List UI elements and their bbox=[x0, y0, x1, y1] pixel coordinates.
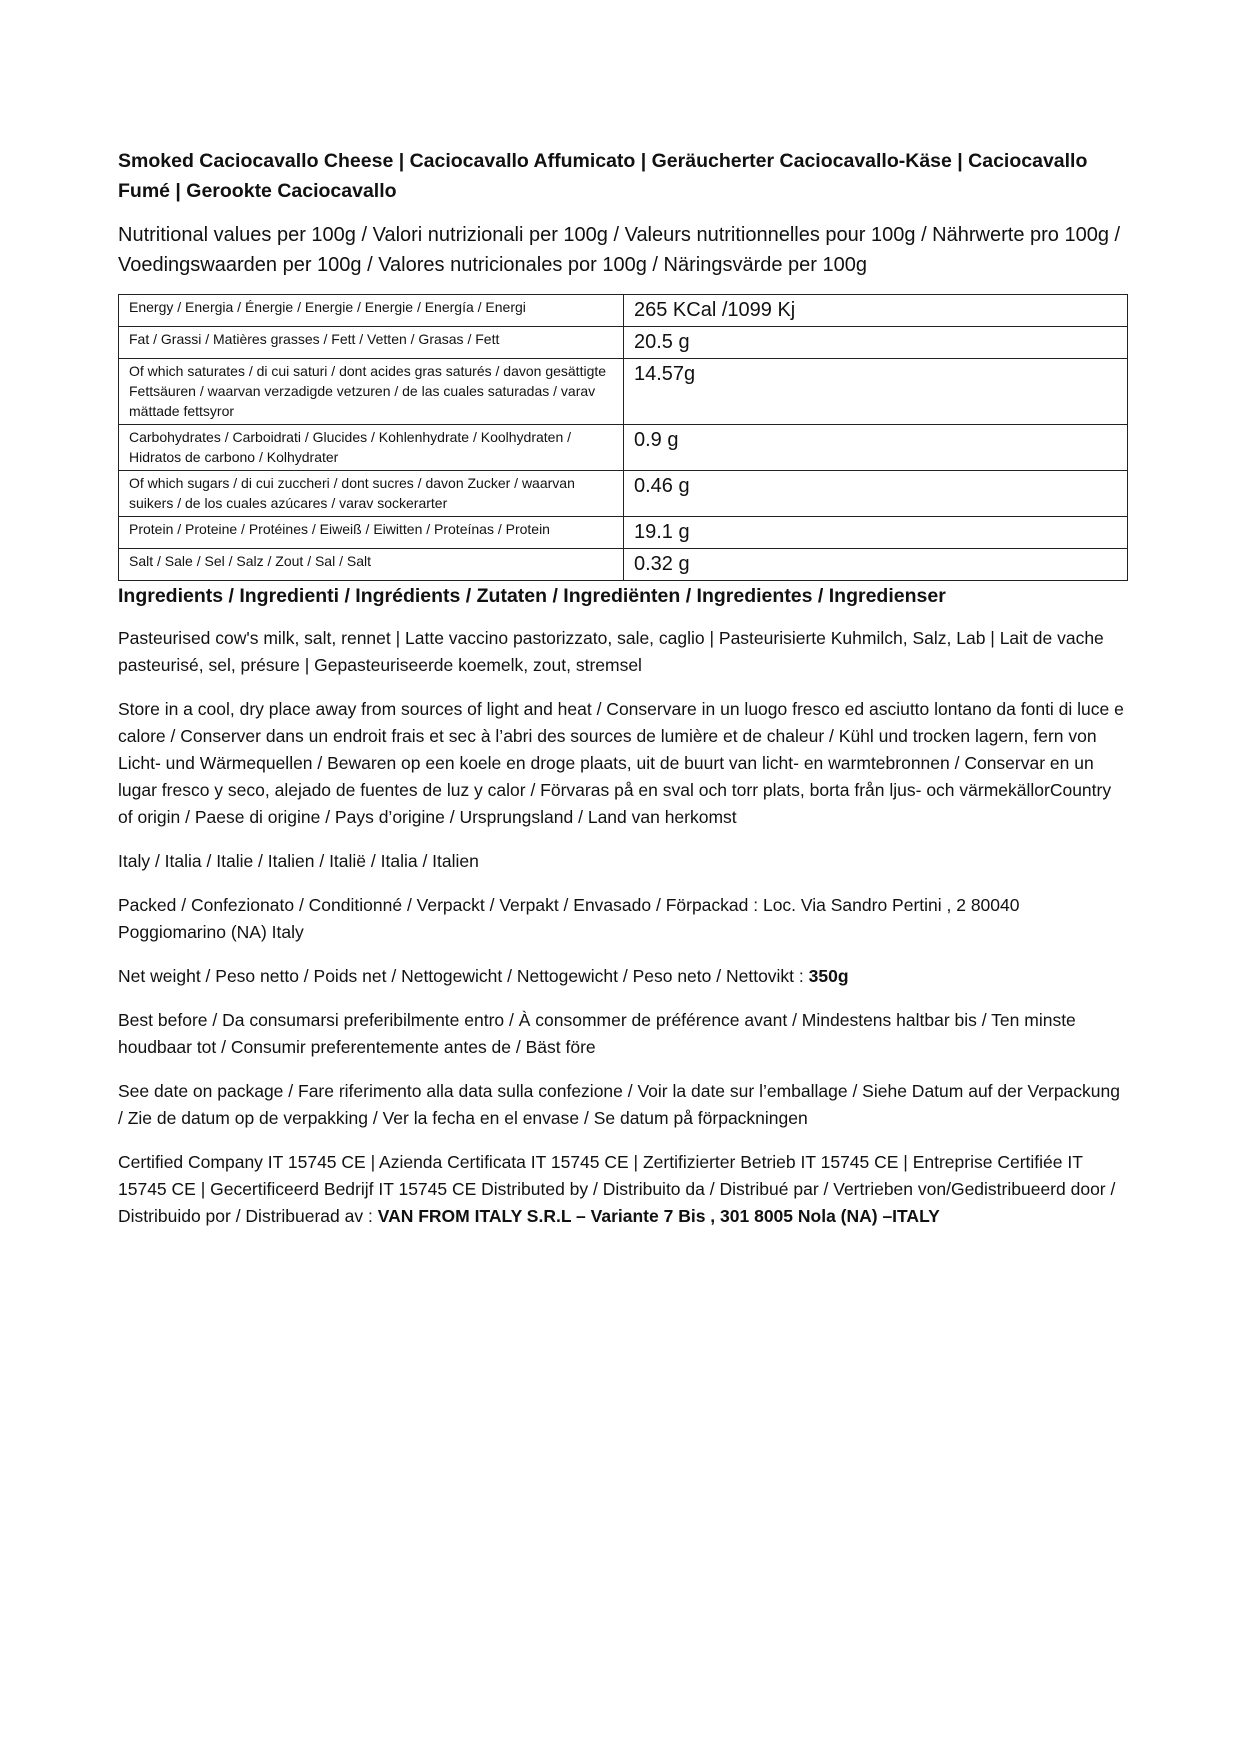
nutrient-value: 265 KCal /1099 Kj bbox=[624, 295, 1128, 327]
nutrient-label: Of which sugars / di cui zuccheri / dont sucres / davon Zucker / waarvan suikers / de los cuales azúcares / varav sockerarter bbox=[119, 471, 624, 517]
table-row bbox=[119, 471, 1128, 517]
table-row bbox=[119, 295, 1128, 327]
table-row bbox=[119, 549, 1128, 581]
net-weight-label: Net weight / Peso netto / Poids net / Nettogewicht / Nettogewicht / Peso neto / Nettovikt : bbox=[118, 966, 809, 986]
ingredients-heading: Ingredients / Ingredienti / Ingrédients / Zutaten / Ingrediënten / Ingredientes / Ingredienser bbox=[118, 585, 946, 607]
nutrient-label: Of which saturates / di cui saturi / dont acides gras saturés / davon gesättigte Fettsäuren / waarvan verzadigde vetzuren / de las cuales saturadas / varav mättade fettsyror bbox=[119, 359, 624, 425]
ingredients-text: Pasteurised cow's milk, salt, rennet | Latte vaccino pastorizzato, sale, caglio | Pasteurisierte Kuhmilch, Salz, Lab | Lait de vache pasteurisé, sel, présure | Gepasteuriseerde koemelk, zout, stremsel bbox=[118, 628, 1104, 675]
nutrient-value: 14.57g bbox=[624, 359, 1128, 425]
label-document bbox=[118, 146, 1128, 1247]
origin-text: Italy / Italia / Italie / Italien / Italië / Italia / Italien bbox=[118, 851, 479, 871]
nutrition-heading: Nutritional values per 100g / Valori nutrizionali per 100g / Valeurs nutritionnelles pour 100g / Nährwerte pro 100g / Voedingswaarden per 100g / Valores nutricionales por 100g / Näringsvärde per 100g bbox=[118, 224, 1121, 276]
nutrient-value: 0.46 g bbox=[624, 471, 1128, 517]
table-row bbox=[119, 359, 1128, 425]
nutrient-value: 0.9 g bbox=[624, 425, 1128, 471]
storage-text: Store in a cool, dry place away from sources of light and heat / Conservare in un luogo fresco ed asciutto lontano da fonti di luce e calore / Conserver dans un endroit frais et sec à l’abri des sources de lumière et de chaleur / Kühl und trocken lagern, fern von Licht- und Wärmequellen / Bewaren op een koele en droge plaats, uit de buurt van licht- en warmtebronnen / Conservar en un lugar fresco y seco, alejado de fuentes de luz y calor / Förvaras på en sval och torr plats, borta från ljus- och värmekällorCountry of origin / Paese di origine / Pays d’origine / Ursprungsland / Land van herkomst bbox=[118, 699, 1124, 827]
nutrient-value: 20.5 g bbox=[624, 327, 1128, 359]
see-date-text: See date on package / Fare riferimento alla data sulla confezione / Voir la date sur l’emballage / Siehe Datum auf der Verpackung / Zie de datum op de verpakking / Ver la fecha en el envase / Se datum på förpackningen bbox=[118, 1081, 1120, 1128]
nutrient-label: Salt / Sale / Sel / Salz / Zout / Sal / Salt bbox=[119, 549, 624, 581]
product-title: Smoked Caciocavallo Cheese | Caciocavallo Affumicato | Geräucherter Caciocavallo-Käse | Caciocavallo Fumé | Gerookte Caciocavallo bbox=[118, 150, 1088, 202]
table-row bbox=[119, 425, 1128, 471]
nutrient-label: Protein / Proteine / Protéines / Eiweiß / Eiwitten / Proteínas / Protein bbox=[119, 517, 624, 549]
nutrient-value: 0.32 g bbox=[624, 549, 1128, 581]
distributor-address: VAN FROM ITALY S.R.L – Variante 7 Bis , 301 8005 Nola (NA) –ITALY bbox=[377, 1206, 940, 1226]
table-row bbox=[119, 327, 1128, 359]
nutrient-label: Energy / Energia / Énergie / Energie / Energie / Energía / Energi bbox=[119, 295, 624, 327]
nutrient-label: Carbohydrates / Carboidrati / Glucides / Kohlenhydrate / Koolhydraten / Hidratos de carbono / Kolhydrater bbox=[119, 425, 624, 471]
best-before-text: Best before / Da consumarsi preferibilmente entro / À consommer de préférence avant / Mindestens haltbar bis / Ten minste houdbaar tot / Consumir preferentemente antes de / Bäst före bbox=[118, 1010, 1076, 1057]
packed-text: Packed / Confezionato / Conditionné / Verpackt / Verpakt / Envasado / Förpackad : Loc. Via Sandro Pertini , 2 80040 Poggiomarino (NA) Italy bbox=[118, 895, 1020, 942]
certified-line bbox=[118, 1149, 1128, 1230]
table-row bbox=[119, 517, 1128, 549]
net-weight-line bbox=[118, 963, 1128, 990]
nutrient-value: 19.1 g bbox=[624, 517, 1128, 549]
certified-text: Certified Company IT 15745 CE | Azienda Certificata IT 15745 CE | Zertifizierter Betrieb IT 15745 CE | Entreprise Certifiée IT 15745 CE | Gecertificeerd Bedrijf IT 15745 CE Distributed by / Distribuito da / Distribué par / Vertrieben von/Gedistribueerd door / Distribuido por / Distribuerad av : bbox=[118, 1152, 1116, 1226]
nutrient-label: Fat / Grassi / Matières grasses / Fett / Vetten / Grasas / Fett bbox=[119, 327, 624, 359]
net-weight-value: 350g bbox=[808, 966, 849, 986]
nutrition-table bbox=[118, 294, 1128, 581]
